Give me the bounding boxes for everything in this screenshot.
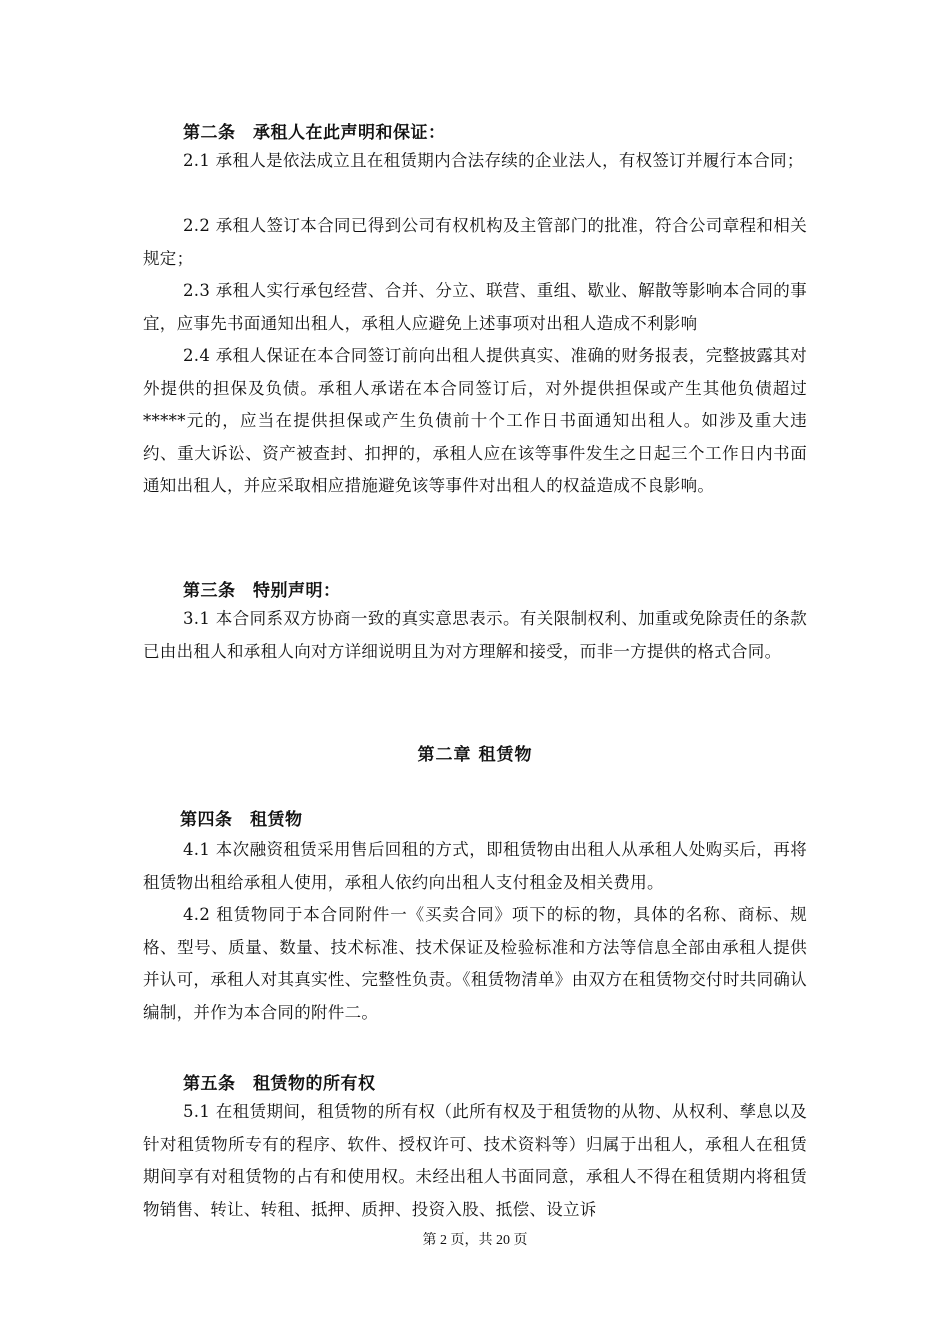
clause-2-3: 2.3 承租人实行承包经营、合并、分立、联营、重组、歇业、解散等影响本合同的事宜，应事先书面通知出租人，承租人应避免上述事项对出租人造成不利影响 — [143, 281, 807, 333]
article-5-heading: 第五条 租赁物的所有权 — [183, 1074, 376, 1094]
article-3-heading: 第三条 特别声明： — [183, 581, 341, 601]
article-2-heading: 第二条 承租人在此声明和保证： — [183, 123, 446, 143]
chapter-2-title: 第二章 租赁物 — [417, 745, 533, 765]
clause-2-4: 2.4 承租人保证在本合同签订前向出租人提供真实、准确的财务报表，完整披露其对外提供的担保及负债。承租人承诺在本合同签订后，对外提供担保或产生其他负债超过*****元的，应当在提供担保或产生负债前十个工作日书面通知出租人。如涉及重大违约、重大诉讼、资产被查封、扣押的，承租人应在该等事件发生之日起三个工作日内书面通知出租人，并应采取相应措施避免该等事件对出租人的权益造成不良影响。 — [143, 346, 807, 495]
clause-3-1: 3.1 本合同系双方协商一致的真实意思表示。有关限制权利、加重或免除责任的条款已由出租人和承租人向对方详细说明且为对方理解和接受，而非一方提供的格式合同。 — [143, 609, 807, 661]
clause-5-1: 5.1 在租赁期间，租赁物的所有权（此所有权及于租赁物的从物、从权利、孳息以及针对租赁物所专有的程序、软件、授权许可、技术资料等）归属于出租人，承租人在租赁期间享有对租赁物的占有和使用权。未经出租人书面同意，承租人不得在租赁期内将租赁物销售、转让、转租、抵押、质押、投资入股、抵偿、设立诉 — [143, 1102, 807, 1219]
article-4-heading: 第四条 租赁物 — [180, 810, 303, 830]
clause-2-2: 2.2 承租人签订本合同已得到公司有权机构及主管部门的批准，符合公司章程和相关规定； — [143, 216, 807, 268]
page-number-footer: 第 2 页，共 20 页 — [422, 1233, 528, 1248]
clause-4-1: 4.1 本次融资租赁采用售后回租的方式，即租赁物由出租人从承租人处购买后，再将租赁物出租给承租人使用，承租人依约向出租人支付租金及相关费用。 — [143, 840, 807, 892]
clause-4-2: 4.2 租赁物同于本合同附件一《买卖合同》项下的标的物，具体的名称、商标、规格、型号、质量、数量、技术标准、技术保证及检验标准和方法等信息全部由承租人提供并认可，承租人对其真实性、完整性负责。《租赁物清单》由双方在租赁物交付时共同确认编制，并作为本合同的附件二。 — [143, 905, 807, 1022]
clause-2-1: 2.1 承租人是依法成立且在租赁期内合法存续的企业法人，有权签订并履行本合同； — [183, 151, 804, 170]
